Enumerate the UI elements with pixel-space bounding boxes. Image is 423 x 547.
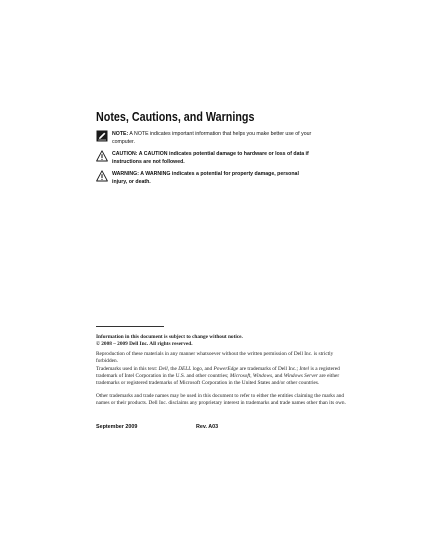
change-notice — [96, 334, 346, 348]
trademarks-text: are either trademarks or registered trademarks of Microsoft Corporation in the United States and/or other countries. — [96, 373, 340, 387]
warning-text — [112, 170, 312, 187]
trademark-intel: Intel — [299, 366, 310, 372]
other-trademarks-paragraph: Other trademarks and trade names may be used in this document to refer to either the entities claiming the marks and names or their products. Dell Inc. disclaims any proprietary interest in trademarks and trade names other than its own. — [96, 393, 346, 407]
note-text — [112, 130, 312, 147]
trademarks-text: are trademarks of Dell Inc.; — [238, 366, 300, 372]
note-body: A NOTE indicates important information that helps you make better use of your computer. — [112, 131, 312, 146]
trademark-dell: Dell — [158, 366, 168, 372]
trademark-windows-server: Windows Server — [283, 373, 318, 380]
trademarks-text: , and — [272, 373, 284, 380]
warning-triangle-icon — [96, 170, 108, 182]
change-notice-line: Information in this document is subject to change without notice. — [96, 334, 243, 340]
trademark-poweredge: PowerEdge — [213, 366, 239, 372]
trademarks-text: is a registered trademark of Intel Corporation in the U.S. and other countries; — [96, 366, 340, 380]
publication-date: September 2009 — [96, 424, 138, 430]
trademarks-paragraph — [96, 366, 346, 388]
divider-rule — [96, 326, 164, 327]
page-title: Notes, Cautions, and Warnings — [96, 110, 255, 124]
trademark-dell-logo: DELL — [178, 366, 192, 372]
warning-lead: WARNING: — [112, 171, 139, 177]
note-pencil-icon — [96, 130, 108, 142]
trademark-windows: Windows — [252, 373, 273, 380]
trademarks-text: logo, and — [191, 366, 214, 372]
trademarks-text: , — [250, 373, 253, 380]
warning-body: A WARNING indicates a potential for property damage, personal injury, or death. — [112, 171, 299, 186]
caution-text — [112, 150, 312, 167]
trademarks-text: , the — [167, 366, 179, 372]
caution-body: A CAUTION indicates potential damage to hardware or loss of data if instructions are not followed. — [112, 151, 309, 166]
note-lead: NOTE: — [112, 131, 129, 137]
revision-label: Rev. A03 — [196, 424, 219, 430]
trademarks-text: Trademarks used in this text: — [96, 366, 159, 372]
reproduction-paragraph: Reproduction of these materials in any manner whatsoever without the written permission of Dell Inc. is strictly forbidden. — [96, 351, 334, 365]
caution-lead: CAUTION: — [112, 151, 138, 157]
trademark-microsoft: Microsoft — [229, 373, 251, 380]
caution-triangle-icon — [96, 150, 108, 162]
copyright-line: © 2008 – 2009 Dell Inc. All rights reserved. — [96, 341, 193, 348]
